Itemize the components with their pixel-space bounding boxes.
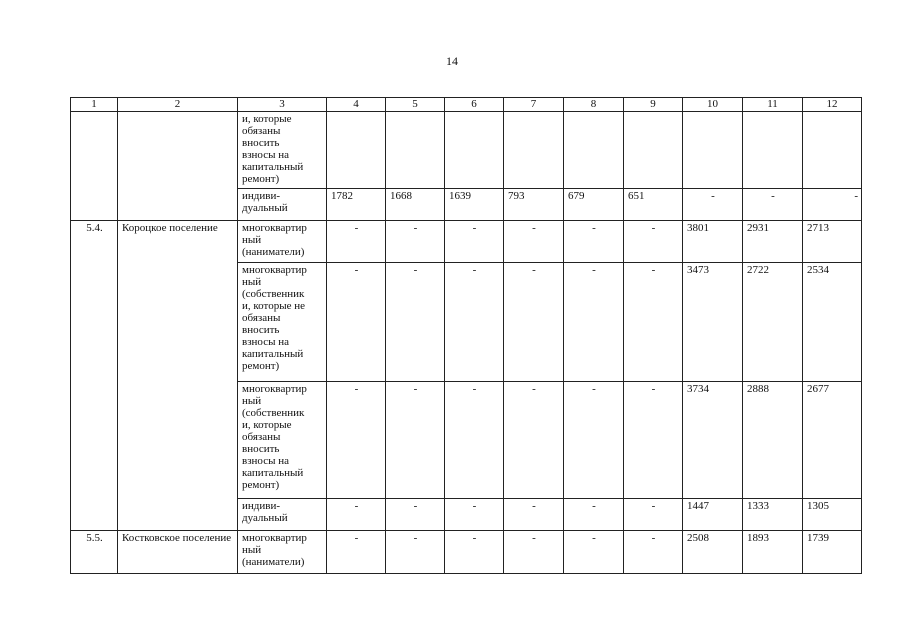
value-cell: - (445, 263, 504, 382)
value-cell: 2888 (743, 382, 803, 499)
tariff-table (70, 97, 862, 574)
header-cell: 2 (118, 98, 238, 112)
page-number: 14 (446, 54, 458, 68)
housing-type-cell: многоквартир ный (наниматели) (238, 221, 327, 263)
header-cell: 9 (624, 98, 683, 112)
value-cell: - (504, 382, 564, 499)
value-cell (504, 112, 564, 189)
value-cell (743, 112, 803, 189)
value-cell: - (504, 263, 564, 382)
value-cell: 3473 (683, 263, 743, 382)
value-cell: - (386, 382, 445, 499)
settlement-cell: Короцкое поселение (118, 221, 238, 531)
header-cell: 11 (743, 98, 803, 112)
value-cell: 1305 (803, 499, 862, 531)
value-cell: - (386, 263, 445, 382)
value-cell (327, 112, 386, 189)
value-cell: - (327, 221, 386, 263)
value-cell (445, 112, 504, 189)
header-cell: 6 (445, 98, 504, 112)
value-cell: - (624, 499, 683, 531)
table-row (71, 112, 862, 189)
row-number-cell (71, 112, 118, 221)
header-cell: 12 (803, 98, 862, 112)
value-cell: - (386, 221, 445, 263)
value-cell (386, 112, 445, 189)
housing-type-cell: многоквартир ный (собственник и, которые обязаны вносить взносы на капитальный ремонт) (238, 382, 327, 499)
value-cell (564, 112, 624, 189)
housing-type-cell: индиви- дуальный (238, 189, 327, 221)
value-cell: 793 (504, 189, 564, 221)
value-cell: - (564, 499, 624, 531)
value-cell: - (564, 221, 624, 263)
table-row (71, 221, 862, 263)
value-cell: - (504, 499, 564, 531)
value-cell: - (624, 221, 683, 263)
value-cell: - (445, 499, 504, 531)
value-cell: 679 (564, 189, 624, 221)
value-cell: - (504, 221, 564, 263)
value-cell: - (743, 189, 803, 221)
value-cell: - (445, 382, 504, 499)
header-cell: 4 (327, 98, 386, 112)
value-cell: - (327, 382, 386, 499)
housing-type-cell: и, которые обязаны вносить взносы на капитальный ремонт) (238, 112, 327, 189)
value-cell: - (564, 382, 624, 499)
value-cell: - (624, 382, 683, 499)
value-cell: 1639 (445, 189, 504, 221)
value-cell: - (624, 531, 683, 574)
header-cell: 3 (238, 98, 327, 112)
value-cell: 2931 (743, 221, 803, 263)
value-cell: - (327, 531, 386, 574)
value-cell: 1739 (803, 531, 862, 574)
header-row (71, 98, 862, 112)
value-cell: - (327, 499, 386, 531)
settlement-cell (118, 112, 238, 221)
value-cell: - (386, 531, 445, 574)
value-cell: 2722 (743, 263, 803, 382)
row-number-cell: 5.4. (71, 221, 118, 531)
value-cell: - (564, 263, 624, 382)
row-number-cell: 5.5. (71, 531, 118, 574)
value-cell: - (564, 531, 624, 574)
value-cell (803, 112, 862, 189)
value-cell: - (683, 189, 743, 221)
value-cell: 2713 (803, 221, 862, 263)
value-cell: - (386, 499, 445, 531)
value-cell: - (504, 531, 564, 574)
housing-type-cell: многоквартир ный (наниматели) (238, 531, 327, 574)
header-cell: 8 (564, 98, 624, 112)
header-cell: 1 (71, 98, 118, 112)
value-cell: 1893 (743, 531, 803, 574)
value-cell: 3734 (683, 382, 743, 499)
header-cell: 10 (683, 98, 743, 112)
value-cell: 2508 (683, 531, 743, 574)
value-cell: 1447 (683, 499, 743, 531)
value-cell: - (803, 189, 862, 221)
value-cell: 1782 (327, 189, 386, 221)
value-cell (624, 112, 683, 189)
value-cell: 2677 (803, 382, 862, 499)
settlement-cell: Костковское поселение (118, 531, 238, 574)
value-cell: - (445, 531, 504, 574)
value-cell: - (624, 263, 683, 382)
table-row (71, 531, 862, 574)
header-cell: 5 (386, 98, 445, 112)
housing-type-cell: индиви- дуальный (238, 499, 327, 531)
value-cell: 3801 (683, 221, 743, 263)
value-cell: 1668 (386, 189, 445, 221)
value-cell: 1333 (743, 499, 803, 531)
value-cell: 2534 (803, 263, 862, 382)
housing-type-cell: многоквартир ный (собственник и, которые не обязаны вносить взносы на капитальный ремонт) (238, 263, 327, 382)
header-cell: 7 (504, 98, 564, 112)
value-cell: 651 (624, 189, 683, 221)
value-cell: - (327, 263, 386, 382)
value-cell: - (445, 221, 504, 263)
value-cell (683, 112, 743, 189)
